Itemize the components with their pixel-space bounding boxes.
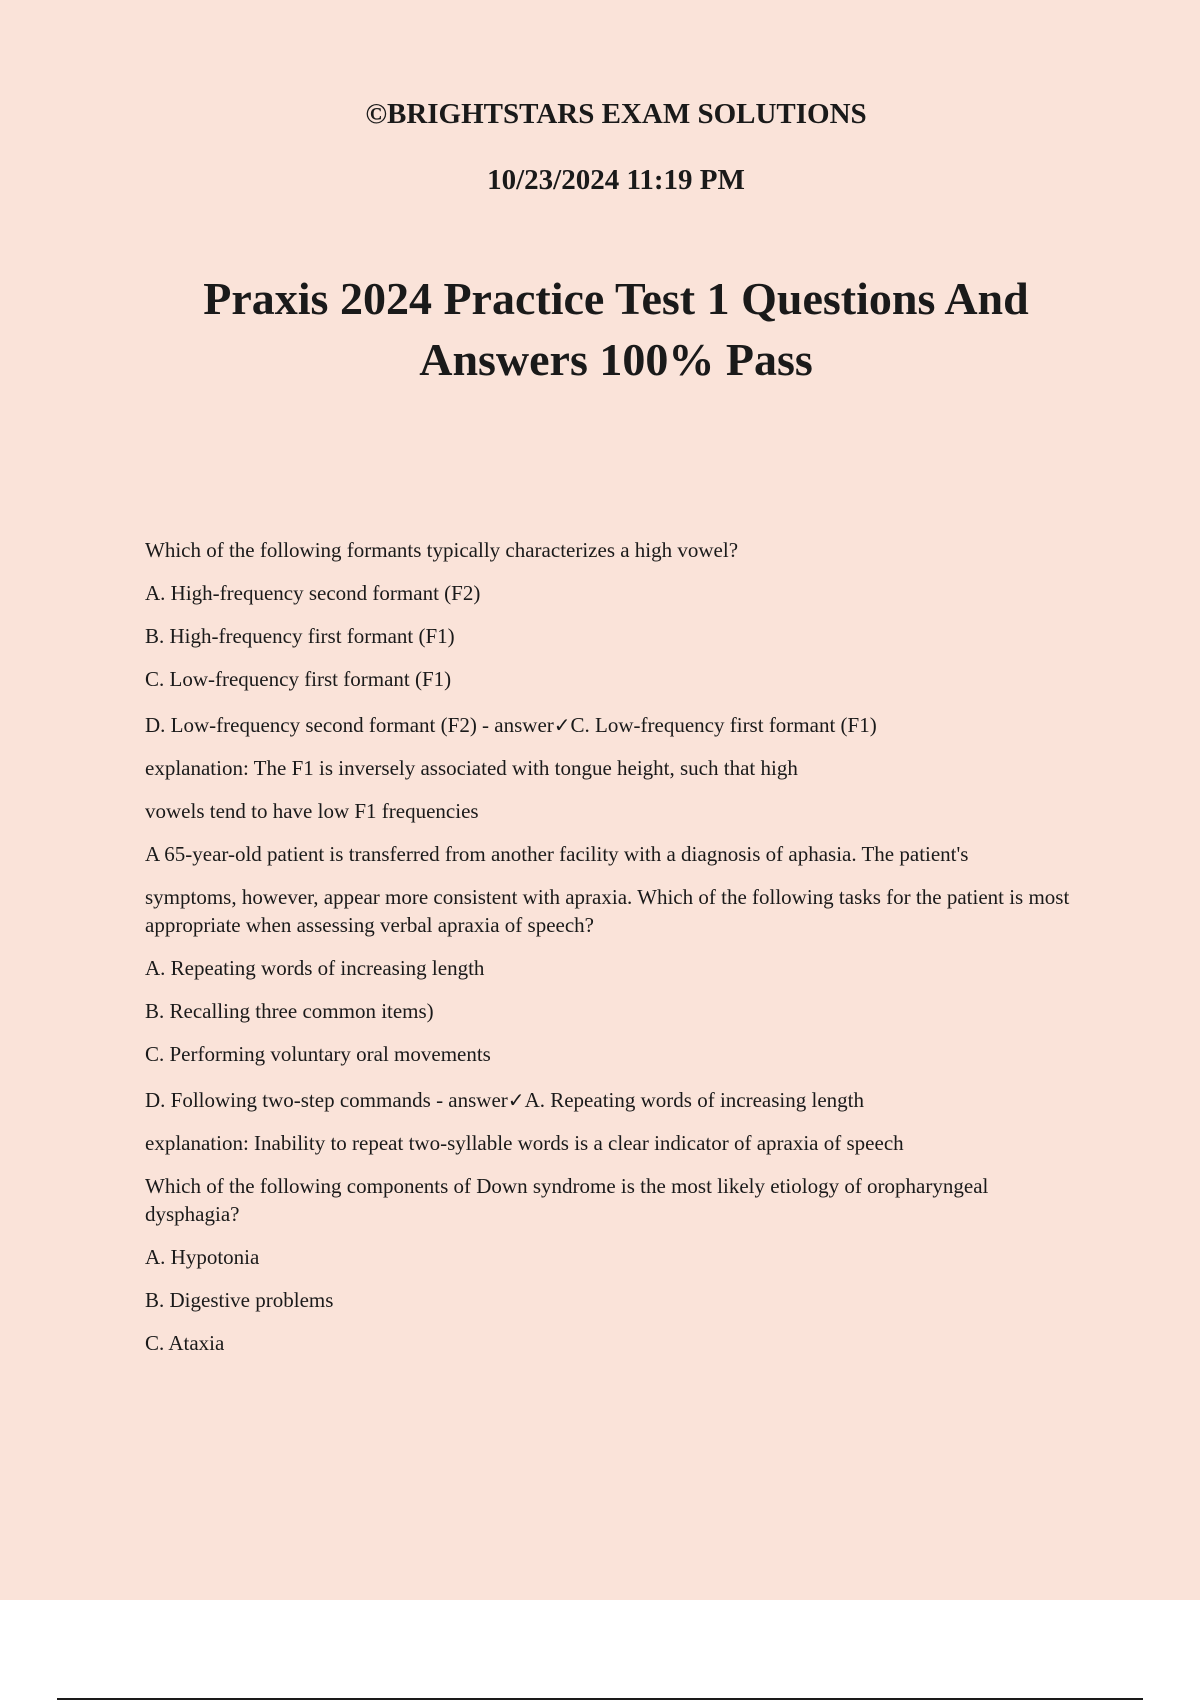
question-3-option-b: B. Digestive problems (145, 1288, 334, 1312)
question-3-stem: Which of the following components of Down syndrome is the most likely etiology of oropharyngeal dysphagia? (145, 1174, 989, 1226)
question-1-explanation-line-2: vowels tend to have low F1 frequencies (145, 799, 479, 823)
question-1-option-b: B. High-frequency first formant (F1) (145, 624, 455, 648)
checkmark-icon: ✓ (553, 713, 571, 737)
question-1-explanation-line-1: explanation: The F1 is inversely associated with tongue height, such that high (145, 756, 798, 780)
question-2-option-d (145, 1075, 1085, 1121)
timestamp: 10/23/2024 11:19 PM (487, 164, 745, 196)
document-body (145, 528, 1085, 1364)
question-2-option-d-text: D. Following two-step commands - answer (145, 1088, 508, 1112)
document-title: Praxis 2024 Practice Test 1 Questions And Answers 100% Pass (203, 273, 1029, 385)
question-3-option-a: A. Hypotonia (145, 1245, 260, 1269)
brand-header: ©BRIGHTSTARS EXAM SOLUTIONS (365, 98, 867, 130)
question-2-option-b: B. Recalling three common items) (145, 999, 434, 1023)
question-2-option-c: C. Performing voluntary oral movements (145, 1042, 491, 1066)
question-3-option-c: C. Ataxia (145, 1331, 225, 1355)
question-1-answer: C. Low-frequency first formant (F1) (570, 713, 877, 737)
question-1-option-a: A. High-frequency second formant (F2) (145, 581, 481, 605)
question-2-explanation: explanation: Inability to repeat two-syllable words is a clear indicator of apraxia of speech (145, 1131, 904, 1155)
question-2-stem-line-2: symptoms, however, appear more consistent with apraxia. Which of the following tasks for the patient is most appropriate when assessing verbal apraxia of speech? (145, 885, 1070, 937)
checkmark-icon: ✓ (507, 1088, 525, 1112)
question-1-option-d (145, 700, 1085, 746)
question-2-stem-line-1: A 65-year-old patient is transferred from another facility with a diagnosis of aphasia. The patient's (145, 842, 969, 866)
question-2-option-a: A. Repeating words of increasing length (145, 956, 485, 980)
question-1-option-c: C. Low-frequency first formant (F1) (145, 667, 452, 691)
question-2-answer: A. Repeating words of increasing length (524, 1088, 864, 1112)
question-1-stem: Which of the following formants typically characterizes a high vowel? (145, 538, 739, 562)
question-1-option-d-text: D. Low-frequency second formant (F2) - answer (145, 713, 554, 737)
